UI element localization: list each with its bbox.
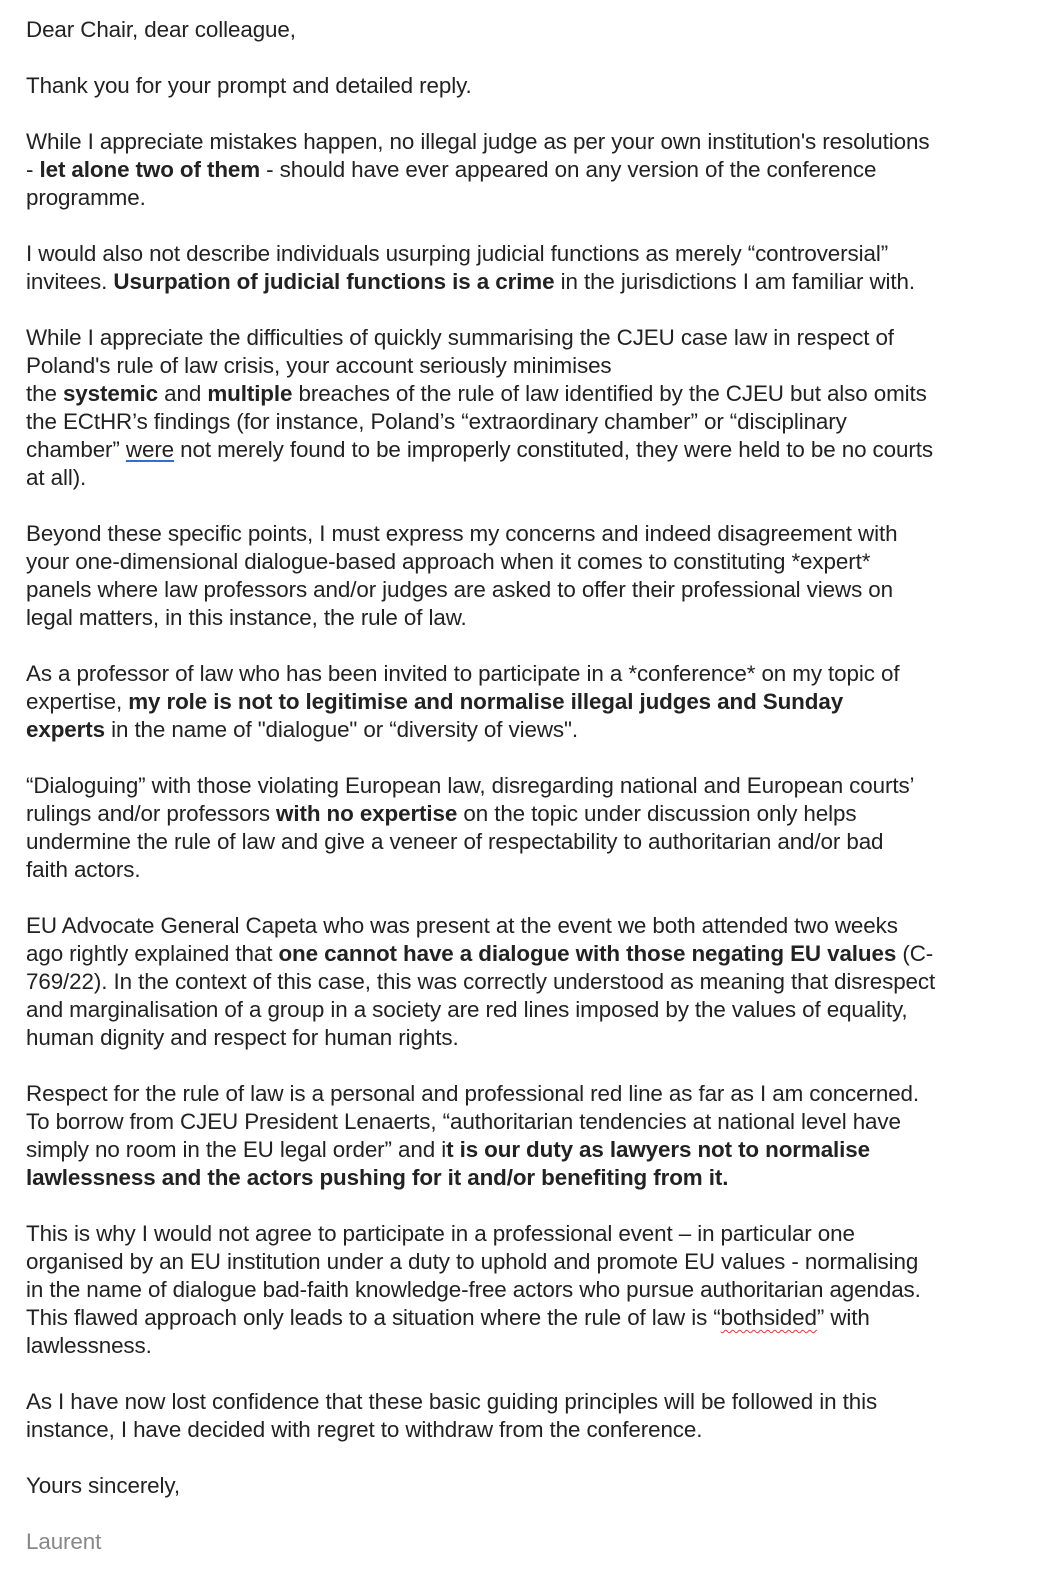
paragraph-cjeu-case-law: While I appreciate the difficulties of quickly summarising the CJEU case law in respect of Poland's rule of law crisis, your account seriously minimises the systemic and multiple breaches of the rule of law identified by the CJEU but also omits the ECtHR’s findings (for instance, Poland’s “extraordinary chamber” or “disciplinary chamber” were not merely found to be improperly constituted, they were held to be no courts at all).: [26, 325, 933, 490]
paragraph-usurpation: I would also not describe individuals usurping judicial functions as merely “controversial” invitees. Usurpation of judicial functions is a crime in the jurisdictions I am familiar with.: [26, 241, 915, 294]
email-body: [26, 16, 1036, 1584]
grammar-suggestion-underline[interactable]: were: [125, 437, 175, 462]
emphasis: let alone two of them: [39, 157, 261, 182]
paragraph-illegal-judges: While I appreciate mistakes happen, no illegal judge as per your own institution's resolutions - let alone two of them - should have ever appeared on any version of the conference programme.: [26, 129, 930, 210]
emphasis: Usurpation of judicial functions is a crime: [113, 269, 555, 294]
paragraph-professor-role: As a professor of law who has been invited to participate in a *conference* on my topic of expertise, my role is not to legitimise and normalise illegal judges and Sunday experts in the name of "dialogue" or “diversity of views".: [26, 661, 900, 742]
emphasis: my role is not to legitimise and normalise illegal judges and Sunday: [128, 689, 844, 714]
emphasis: with no expertise: [276, 801, 458, 826]
signature: Laurent: [26, 1529, 102, 1554]
quote: simply no room in the EU legal order”: [26, 1137, 392, 1162]
paragraph-dialogue-approach: Beyond these specific points, I must express my concerns and indeed disagreement with your one-dimensional dialogue-based approach when it comes to constituting *expert* panels where law professors and/or judges are asked to offer their professional views on legal matters, in this instance, the rule of law.: [26, 521, 898, 630]
emphasis: experts: [26, 717, 105, 742]
emphasis: t is our duty as lawyers not to normalise: [446, 1137, 871, 1162]
paragraph-dialoguing: “Dialoguing” with those violating European law, disregarding national and European courts’ rulings and/or professors with no expertise on the topic under discussion only helps undermine the rule of law and give a veneer of respectability to authoritarian and/or bad faith actors.: [26, 773, 915, 882]
emphasis: multiple: [207, 381, 293, 406]
emphasis: systemic: [62, 381, 159, 406]
greeting: Dear Chair, dear colleague,: [26, 17, 296, 42]
paragraph-rule-of-law-red-line: Respect for the rule of law is a personal and professional red line as far as I am concerned. To borrow from CJEU President Lenaerts, “authoritarian tendencies at national level have simply no room in the EU legal order” and it is our duty as lawyers not to normalise lawlessness and the actors pushing for it and/or benefiting from it.: [26, 1081, 920, 1190]
emphasis: lawlessness and the actors pushing for it and/or benefiting from it.: [26, 1165, 729, 1190]
paragraph-refusal-reason: This is why I would not agree to participate in a professional event – in particular one organised by an EU institution under a duty to uphold and promote EU values - normalising in the name of dialogue bad-faith knowledge-free actors who pursue authoritarian agendas. This flawed approach only leads to a situation where the rule of law is “bothsided” with lawlessness.: [26, 1221, 921, 1358]
quote: authoritarian tendencies at national level have: [449, 1109, 901, 1134]
emphasis: one cannot have a dialogue with those negating EU values: [278, 941, 897, 966]
paragraph-withdrawal: As I have now lost confidence that these basic guiding principles will be followed in this instance, I have decided with regret to withdraw from the conference.: [26, 1389, 878, 1442]
closing: Yours sincerely,: [26, 1473, 180, 1498]
spellcheck-underline[interactable]: bothsided: [720, 1305, 817, 1330]
thanks-paragraph: Thank you for your prompt and detailed reply.: [26, 73, 472, 98]
paragraph-advocate-general: EU Advocate General Capeta who was present at the event we both attended two weeks ago rightly explained that one cannot have a dialogue with those negating EU values (C- 769/22). In the context of this case, this was correctly understood as meaning that disrespect and marginalisation of a group in a society are red lines imposed by the values of equality, human dignity and respect for human rights.: [26, 913, 936, 1050]
